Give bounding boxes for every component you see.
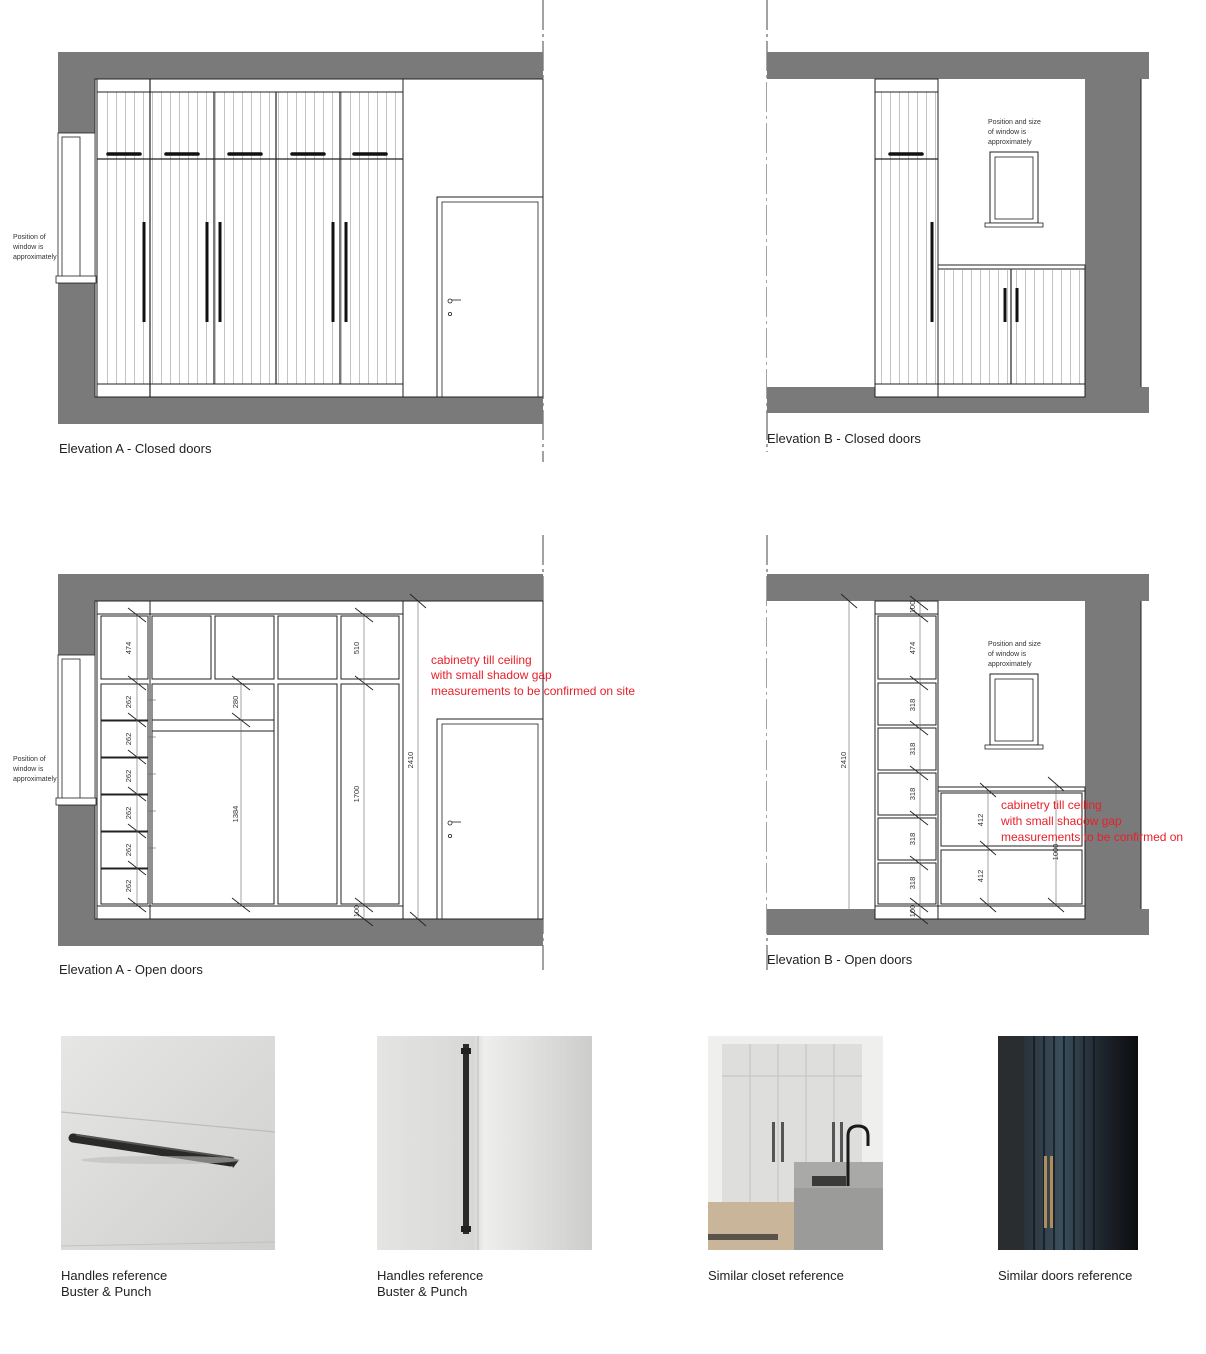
dim-a-262: 262: [124, 695, 133, 709]
dim-b-412: 412: [976, 813, 985, 827]
window-note-b-closed: Position and size of window is approximately: [988, 119, 1041, 146]
caption-elevation-a-open: Elevation A - Open doors: [59, 962, 203, 977]
handle-reference-image-2: [377, 1036, 592, 1250]
dim-a-2410: 2410: [406, 751, 415, 769]
dim-a-510: 510: [352, 641, 361, 655]
dim-a-280: 280: [231, 695, 240, 709]
dim-a-262: 262: [124, 732, 133, 746]
cabinetry-note-b: cabinetry till ceiling with small shadow gap measurements to be confirmed on: [1001, 798, 1184, 844]
elevation-b-closed: [767, 0, 1151, 452]
reference-caption-1: [61, 1268, 167, 1300]
dim-b-318: 318: [908, 832, 917, 846]
reference-caption-2: [377, 1268, 483, 1300]
dim-b-1000: 1000: [1051, 843, 1060, 861]
doors-reference-image: [998, 1036, 1138, 1250]
caption-elevation-b-open: Elevation B - Open doors: [767, 952, 913, 967]
dim-b-318: 318: [908, 787, 917, 801]
dim-a-100: 100: [352, 904, 361, 918]
dim-a-262: 262: [124, 879, 133, 893]
dim-b-318: 318: [908, 742, 917, 756]
dim-b-100: 100: [908, 904, 917, 918]
dim-b-412: 412: [976, 869, 985, 883]
dim-a-1384: 1384: [231, 805, 240, 823]
reference-caption-line: Similar closet reference: [708, 1268, 844, 1283]
window-note-b-open: Position and size of window is approximately: [988, 641, 1041, 668]
reference-caption-line: Buster & Punch: [377, 1284, 468, 1299]
reference-caption-4: [998, 1268, 1132, 1284]
reference-caption-line: Similar doors reference: [998, 1268, 1133, 1283]
elevation-a-open: [12, 535, 635, 970]
dim-a-1700: 1700: [352, 785, 361, 803]
dim-b-100: 100: [908, 600, 917, 614]
window-note-a-closed: Position of window is approximately: [13, 234, 57, 261]
reference-caption-3: [708, 1268, 844, 1284]
handle-reference-image-1: [61, 1036, 275, 1250]
reference-caption-line: Buster & Punch: [61, 1284, 152, 1299]
reference-caption-line: Handles reference: [377, 1268, 484, 1283]
elevation-a-closed: [12, 0, 543, 462]
dim-b-318: 318: [908, 876, 917, 890]
elevation-b-open: [767, 535, 1183, 970]
caption-elevation-a-closed: Elevation A - Closed doors: [59, 441, 212, 456]
closet-reference-image: [708, 1036, 883, 1250]
dim-b-474: 474: [908, 641, 917, 655]
dim-a-474: 474: [124, 641, 133, 655]
dim-b-2410: 2410: [839, 751, 848, 769]
dim-a-262: 262: [124, 843, 133, 857]
dim-a-262: 262: [124, 806, 133, 820]
window-note-a-open: Position of window is approximately: [13, 756, 57, 783]
dim-a-262: 262: [124, 769, 133, 783]
reference-caption-line: Handles reference: [61, 1268, 168, 1283]
dim-b-318: 318: [908, 698, 917, 712]
cabinetry-note-a: cabinetry till ceiling with small shadow gap measurements to be confirmed on site: [431, 653, 636, 698]
caption-elevation-b-closed: Elevation B - Closed doors: [767, 431, 921, 446]
